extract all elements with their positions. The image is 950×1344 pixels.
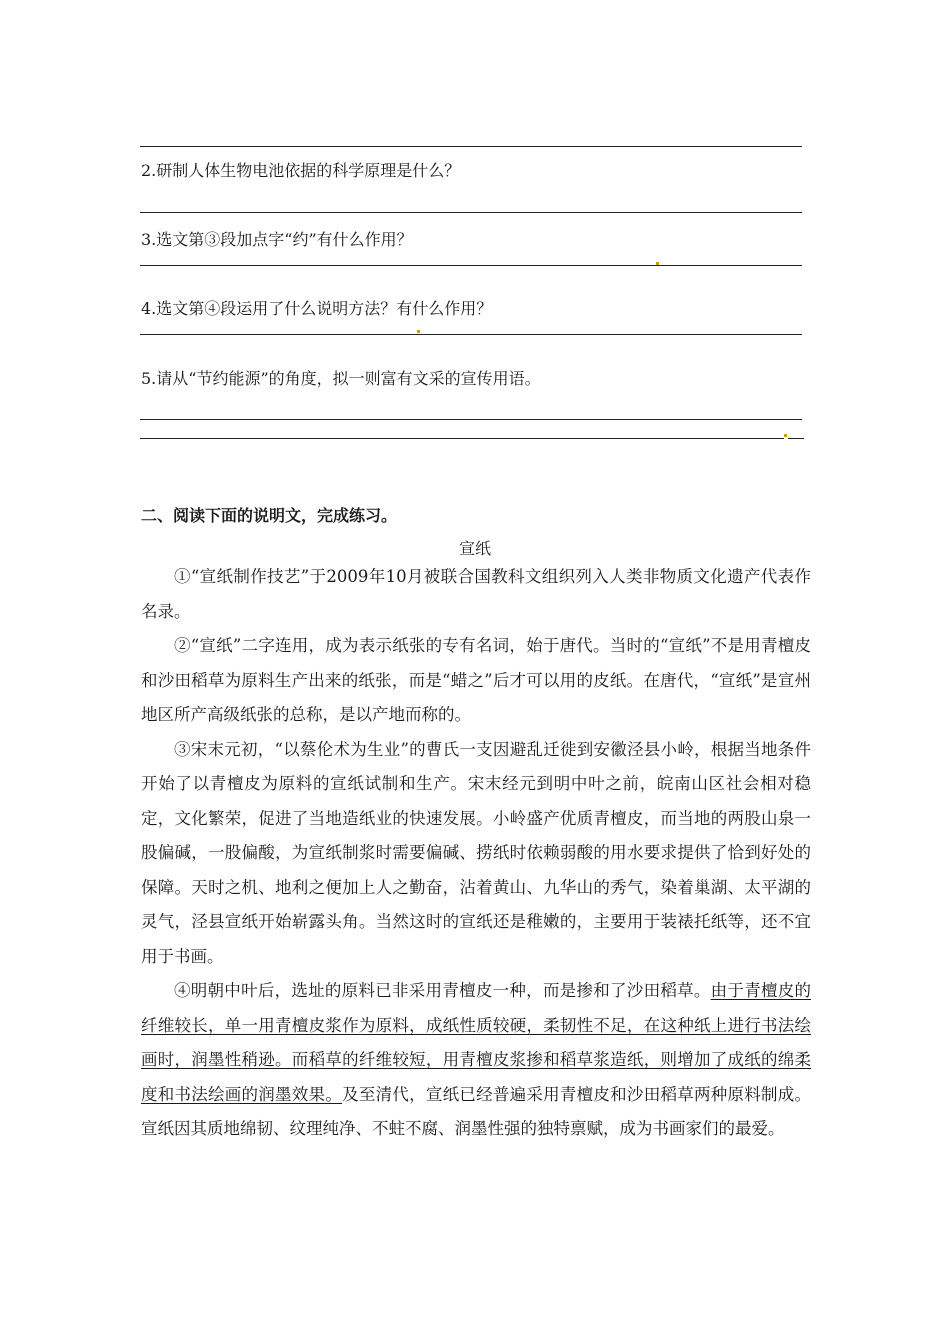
stray-dot-mark bbox=[656, 262, 659, 265]
stray-dot-mark bbox=[784, 434, 787, 437]
paragraph-2: ②“宣纸”二字连用，成为表示纸张的专有名词，始于唐代。当时的“宣纸”不是用青檀皮和沙田稻草为原料生产出来的纸张，而是“蜡之”后才可以用的皮纸。在唐代，“宣纸”是宣州地区所产高级纸张的总称，是以产地而称的。 bbox=[141, 636, 811, 724]
answer-line bbox=[140, 419, 802, 420]
answer-line bbox=[788, 438, 804, 439]
stray-dot-mark bbox=[417, 330, 420, 333]
paragraph-4-start: ④明朝中叶后，选址的原料已非采用青檀皮一种，而是掺和了沙田稻草。 bbox=[174, 981, 711, 1000]
article-title: 宣纸 bbox=[458, 539, 491, 558]
paragraph-1: ①“宣纸制作技艺”于2009年10月被联合国教科文组织列入人类非物质文化遗产代表作名录。 bbox=[141, 567, 811, 621]
answer-line bbox=[140, 146, 802, 147]
answer-line bbox=[140, 438, 784, 439]
section-heading: 二、阅读下面的说明文，完成练习。 bbox=[141, 506, 398, 525]
question-4: 4.选文第④段运用了什么说明方法？有什么作用？ bbox=[141, 299, 493, 318]
question-3: 3.选文第③段加点字“约”有什么作用？ bbox=[141, 230, 413, 249]
paragraph-3: ③宋末元初，“以蔡伦术为生业”的曹氏一支因避乱迁徙到安徽泾县小岭，根据当地条件开始了以青檀皮为原料的宣纸试制和生产。宋末经元到明中叶之前，皖南山区社会相对稳定，文化繁荣，促进了当地造纸业的快速发展。小岭盛产优质青檀皮，而当地的两股山泉一股偏碱，一股偏酸，为宣纸制浆时需要偏碱、捞纸时依赖弱酸的用水要求提供了恰到好处的保障。天时之机、地利之便加上人之勤奋，沾着黄山、九华山的秀气，染着巢湖、太平湖的灵气，泾县宣纸开始崭露头角。当然这时的宣纸还是稚嫩的，主要用于装裱托纸等，还不宜用于书画。 bbox=[141, 739, 811, 966]
answer-line bbox=[140, 212, 802, 213]
answer-line bbox=[140, 265, 802, 266]
article-body bbox=[141, 560, 811, 1147]
question-2: 2.研制人体生物电池依据的科学原理是什么？ bbox=[141, 161, 461, 180]
underlined-sentence: 由于青檀皮的纤维较长，单一用青檀皮浆作为原料，成纸性质较硬，柔韧性不足，在这种纸上进行书法绘画时，润墨性稍逊。而稻草的纤维较短，用青檀皮浆掺和稻草浆造纸，则增加了成纸的绵柔度和书法绘画的润墨效果。 bbox=[141, 981, 812, 1104]
paragraph-4 bbox=[141, 974, 811, 1147]
answer-line bbox=[140, 334, 802, 335]
question-5: 5.请从“节约能源”的角度，拟一则富有文采的宣传用语。 bbox=[141, 369, 541, 388]
paragraph-4-end: 及至清代，宣纸已经普遍采用青檀皮和沙田稻草两种原料制成。宣纸因其质地绵韧、纹理纯净、不蛀不腐、润墨性强的独特禀赋，成为书画家们的最爱。 bbox=[141, 1084, 812, 1138]
